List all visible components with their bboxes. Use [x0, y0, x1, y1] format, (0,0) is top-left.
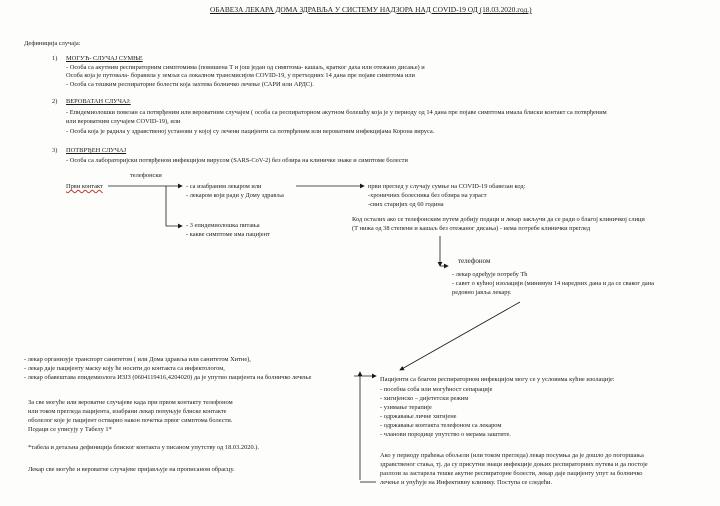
box6-line-3: - хигијенско – дијететски режим — [380, 395, 469, 402]
section-1-number: 1) — [52, 55, 58, 62]
box1-line-2: - лекаром који ради у Дому здравља — [186, 192, 284, 199]
box6-line-1: Пацијенти са благом респираторном инфекцијом могу се у условима кућне изолације: — [380, 376, 615, 383]
phone-label-top: телефонски — [130, 172, 162, 179]
section-1-line-1: - Особа са акутним респираторним симптомима (повишена Т и још један од симптома- кашаљ, кратког даха или отежано дисање) и — [66, 64, 425, 71]
box8-line-4: лечење и упућује на Инфективну клинику. Поступа се следећи. — [380, 479, 553, 486]
box8-line-3: разлози за застарела тешке акутне респираторне болести, лекар даје пацијенту упут за болничко — [380, 470, 643, 477]
section-2-number: 2) — [52, 98, 58, 105]
arrow-box4-to-box6 — [400, 302, 520, 370]
section-1-line-3: - Особа са тешким респираторне болести која захтева болничко лечење (САРИ или АРДС). — [66, 81, 314, 88]
box6-line-5: - одржавање личне хигијене — [380, 413, 457, 420]
box5-line-1: - лекар организује транспорт санитетом ( или Дома здравља или санитетом Хитне), — [24, 356, 251, 363]
box7-line-4: Подаци се уписују у Табелу 1* — [28, 426, 112, 433]
report-note: Лекар све могуће и вероватне случајеве пријављује на прописаном обрасцу. — [28, 466, 235, 473]
box2-line-2: - какве симптоме има пацијент — [186, 231, 270, 238]
box3-line-1: први преглед у случају сумње на COVID-19 обавезан код: — [368, 183, 526, 190]
section-3-heading: ПОТВРЂЕН СЛУЧАЈ — [66, 147, 127, 154]
section-2-line-2: или вероватним случајем COVID-19), или — [66, 118, 181, 125]
section-3-number: 3) — [52, 147, 58, 154]
box7-line-1: За све могуће или вероватне случајеве када при првом контакту телефоном — [28, 399, 233, 406]
box4-line-1: - лекар одређује потребу Th — [452, 271, 528, 278]
box1-line-1: - са изабраним лекаром или — [186, 183, 262, 190]
box6-line-7: - чланови породице упутство о мерама заштите. — [380, 431, 511, 438]
section-2-heading: ВЕРОВАТАН СЛУЧАЈ: — [66, 98, 131, 105]
box6-line-2: - посебна соба или могућност сепарације — [380, 386, 493, 393]
box2-line-1: - 3 епидемиолошка питања — [186, 222, 260, 229]
section-2-line-1: - Епидемиолошки повезан са потврђеним или вероватним случајем ( особа са респираторном акутном болешћу која је у периоду од 14 дана пре појаве симптома имала блиски контакт са потврђеним — [66, 109, 607, 116]
section-3-line-1: - Особа са лабораторијски потврђеном инфекцијом вирусом (SARS-CoV-2) без обзира на клиничке знаке и симптоме болести — [66, 157, 408, 164]
first-contact-label: Први контакт — [66, 183, 103, 190]
box3-line-3: -свих старијих од 60 година — [368, 201, 444, 208]
box3-line-2: -хроничних болесника без обзира на узраст — [368, 192, 487, 199]
box6-line-6: - одржавање контакта телефоном са лекаром — [380, 422, 502, 429]
document-title: ОБАВЕЗА ЛЕКАРА ДОМА ЗДРАВЉА У СИСТЕМУ НАДЗОРА НАД COVID-19 ОД (18.03.2020.год.) — [210, 5, 532, 14]
box3-note-line-2: (Т нижа од 38 степени и кашаљ без отежаног дисања) - нема потребе клинички преглед — [352, 225, 591, 232]
box4-line-3: редовно јавља лекару. — [452, 289, 512, 296]
box5-line-2: - лекар даје пацијенту маску коју ће носити до контакта са инфектологом, — [24, 365, 225, 372]
section-1-line-2: Особа која је путовала- боравила у земљи са локалном трансмисијом COVID-19, у претходних 14 дана пре појаве симптома или — [66, 72, 415, 79]
box3-note-line-1: Код осталих ако се телефонским путем добију подаци и лекар закључи да се ради о благој клиничкој слици — [352, 216, 645, 223]
box7-line-3: оболелог које је пацијент остварио након почетка првог симптома болести. — [28, 417, 233, 424]
box4-line-2: - савет о кућној изолацији (минимум 14 наредних дана и да се сваког дана — [452, 280, 654, 287]
definitions-heading: Дефиниција случаја: — [24, 40, 81, 47]
box8-line-1: Ако у периоду праћења обољели (или током прегледа) лекар посумња да је дошло до погоршања — [380, 452, 644, 459]
section-1-heading: МОГУЋ- СЛУЧАЈ СУМЊЕ — [66, 55, 143, 62]
box6-line-4: - узимање терапије — [380, 404, 432, 411]
arrow-box1-to-box2 — [166, 186, 182, 226]
phone-label-mid: телефоном — [458, 257, 491, 265]
box5-line-3: - лекар обавештава епидемиолога ИЗЈЗ (0604119416,4204020) да је упутио пацијента на болничко лечење — [24, 374, 312, 381]
box7-line-2: или током прегледа пацијента, изабрани лекар попуњује блиске контакте — [28, 408, 227, 415]
section-2-line-3: - Особа која је радила у здравственој установи у којој су лечени пацијенти са потврђеним или вероватним инфекцијама Корона вируса. — [66, 128, 435, 135]
box8-line-2: здравственог стања, тј. да су присутни знаци инфекције доњих респираторних путева и да постоје — [380, 461, 648, 468]
table-note: *табела и детаљна дефиниција блиског контакта у писаном упутству од 18.03.2020.). — [28, 444, 259, 451]
